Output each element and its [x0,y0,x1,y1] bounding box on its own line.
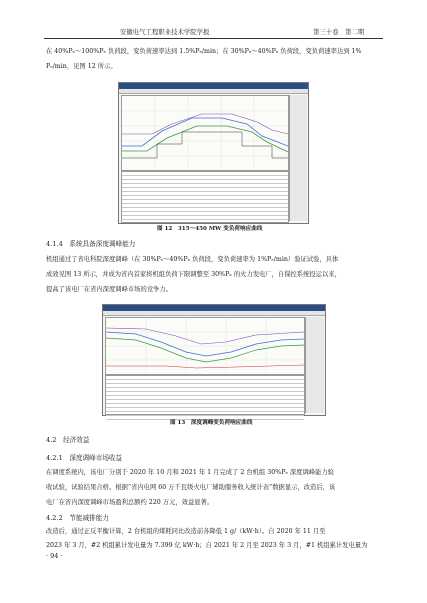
figure-13-data-table [105,375,305,415]
figure-12-menubar [119,89,308,94]
figure-12-gridlines [122,96,288,170]
figure-12-screenshot [118,82,309,224]
figure-13-trend-purple [106,328,304,344]
figure-12-data-table [121,171,289,223]
section-4-2-2-line-1: 改造后，通过正反平衡计算，2 台机组的煤耗同比改造前各降低 1 g/（kW·h）。自 2020 年 11 月至 [46,528,326,535]
figure-13-trend-blue [106,332,304,356]
figure-12-trend-step [122,132,288,158]
page-number: · 94 · [46,552,63,560]
issue-label: 第三十卷 第二期 [313,28,365,36]
figure-13-trend-green [106,338,304,362]
section-4-2-1-heading: 4.2.1 深度调峰市场收益 [46,454,123,462]
figure-13-trend-red [106,365,304,368]
figure-13-side-panel [305,317,324,413]
section-4-2-2-line-2: 2023 年 3 月，#2 机组累计发电量为 7.399 亿 kW·h；自 2021 年 2 月至 2023 年 3 月，#1 机组累计发电量为 [46,542,368,549]
section-4-1-4-line-2: 成效见图 13 所示，并成为省内首家将机组负荷下限调整至 30%Pₑ 的火力发电厂，自保控系统投运以来， [46,271,341,278]
figure-13-caption: 图 13 深度调峰变负荷响应曲线 [170,420,253,426]
figure-13-trend-plot [105,317,305,375]
header-rule [44,38,383,39]
figure-13-trend-svg [106,318,304,374]
figure-12-caption: 图 12 315～450 MW 变负荷响应曲线 [157,226,263,232]
section-4-1-4-line-1: 机组通过了省电科院深度调峰（在 30%Pₑ～40%Pₑ 负荷段，变负荷速率为 1%Pₑ/min）验证试验，具体 [46,256,339,263]
figure-12-side-panel [289,95,307,221]
figure-12-trend-svg [122,96,288,170]
figure-13-screenshot [102,304,326,416]
figure-13-gridlines [106,318,304,374]
section-4-2-1-line-1: 在调度系统内，该电厂分别于 2020 年 10 月和 2021 年 1 月完成了 2 台机组 30%Pₑ 深度调峰能力验 [46,469,334,476]
section-4-2-heading: 4.2 经济效益 [46,436,90,444]
figure-12-trend-purple [122,114,288,134]
section-4-1-4-heading: 4.1.4 系统具备深度调峰能力 [46,240,136,248]
intro-line-2: Pₑ/min，见图 12 所示。 [46,63,117,70]
intro-line-1: 在 40%Pₑ～100%Pₑ 负荷段，变负荷速率达到 1.5%Pₑ/min；在 30%Pₑ～40%Pₑ 负荷段，变负荷速率达到 1% [46,48,362,55]
figure-12-trend-green [122,126,288,152]
figure-13-menubar [103,311,325,316]
figure-12-trend-plot [121,95,289,171]
section-4-1-4-line-3: 提高了该电厂在省内深度调峰市场的竞争力。 [46,286,172,293]
section-4-2-1-line-3: 电厂在省内深度调峰市场盈利总额约 220 万元，效益显著。 [46,499,214,506]
section-4-2-1-line-2: 收试验，试验结果合格。根据“省内电网 60 万千瓦级火电厂辅助服务收入统计表”数据显示，改造后，该 [46,484,336,491]
section-4-2-2-heading: 4.2.2 节能减排能力 [46,514,109,522]
journal-name: 安徽电气工程职业技术学院学报 [120,28,210,36]
